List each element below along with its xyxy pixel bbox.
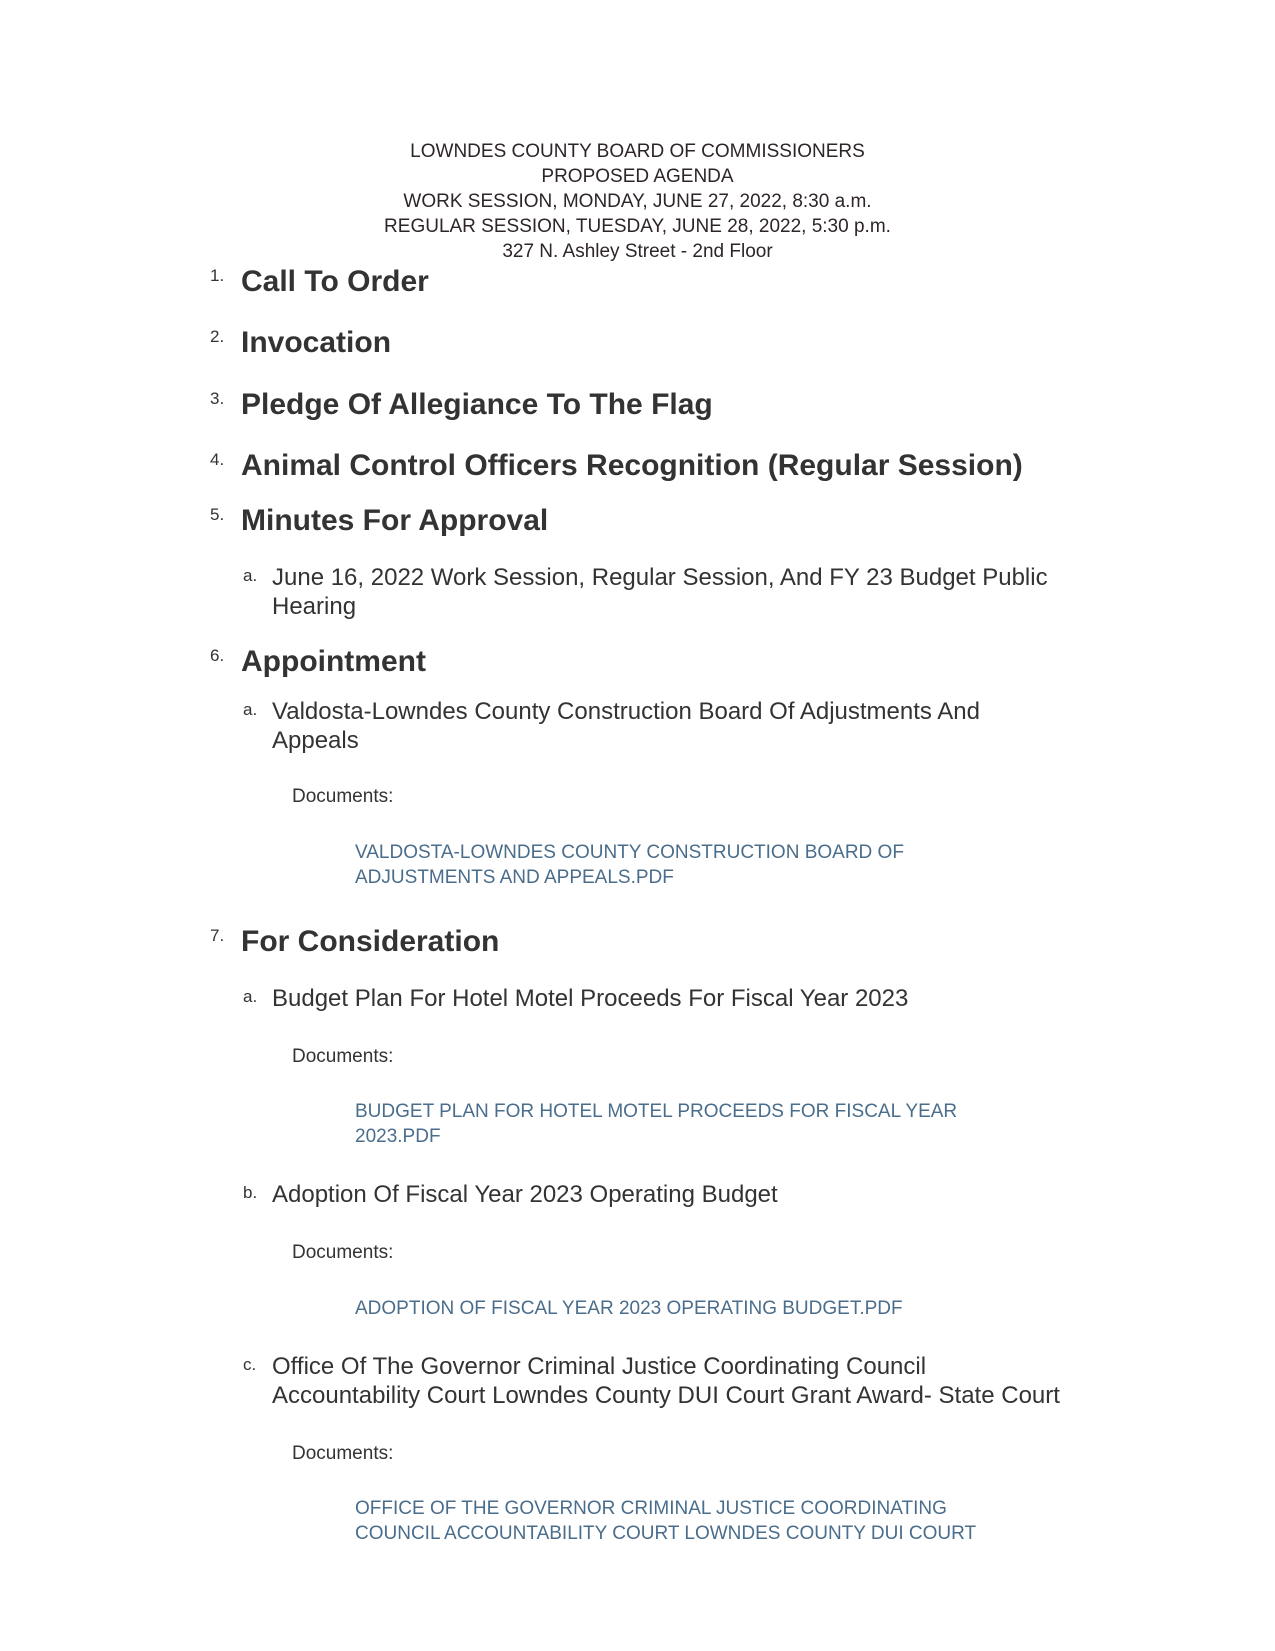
item-number: 7. bbox=[210, 926, 225, 945]
sub-item-letter: b. bbox=[243, 1183, 258, 1202]
document-link-line: BUDGET PLAN FOR HOTEL MOTEL PROCEEDS FOR FISCAL YEAR bbox=[355, 1101, 958, 1122]
sub-item-minutes-june16: June 16, 2022 Work Session, Regular Session, And FY 23 Budget Public bbox=[272, 564, 1048, 591]
header-address: 327 N. Ashley Street - 2nd Floor bbox=[502, 241, 773, 262]
sub-item-dui-court-grant-cont: Accountability Court Lowndes County DUI Court Grant Award- State Court bbox=[272, 1382, 1060, 1409]
item-title-appointment: Appointment bbox=[241, 645, 426, 678]
sub-item-letter: a. bbox=[243, 566, 258, 585]
item-number: 2. bbox=[210, 327, 225, 346]
document-link-line: ADJUSTMENTS AND APPEALS.PDF bbox=[355, 867, 674, 888]
document-link-construction-board[interactable] bbox=[355, 840, 904, 890]
item-title-call-to-order: Call To Order bbox=[241, 265, 429, 298]
sub-item-construction-board-cont: Appeals bbox=[272, 727, 359, 754]
document-link-operating-budget[interactable] bbox=[355, 1296, 903, 1321]
document-link-line: OFFICE OF THE GOVERNOR CRIMINAL JUSTICE COORDINATING bbox=[355, 1498, 947, 1519]
header-agenda-type: PROPOSED AGENDA bbox=[541, 166, 734, 187]
document-link-dui-court-grant[interactable] bbox=[355, 1496, 976, 1546]
sub-item-letter: a. bbox=[243, 700, 258, 719]
item-title-for-consideration: For Consideration bbox=[241, 925, 500, 958]
header-org-name: LOWNDES COUNTY BOARD OF COMMISSIONERS bbox=[410, 141, 865, 162]
item-title-minutes: Minutes For Approval bbox=[241, 504, 549, 537]
item-title-pledge: Pledge Of Allegiance To The Flag bbox=[241, 388, 713, 421]
item-title-invocation: Invocation bbox=[241, 326, 392, 359]
documents-label: Documents: bbox=[292, 1046, 394, 1067]
sub-item-hotel-motel: Budget Plan For Hotel Motel Proceeds For Fiscal Year 2023 bbox=[272, 985, 909, 1012]
document-link-line: 2023.PDF bbox=[355, 1126, 441, 1147]
sub-item-letter: c. bbox=[243, 1355, 257, 1374]
sub-item-construction-board: Valdosta-Lowndes County Construction Board Of Adjustments And bbox=[272, 698, 980, 725]
document-link-hotel-motel[interactable] bbox=[355, 1099, 957, 1149]
document-link-line: ADOPTION OF FISCAL YEAR 2023 OPERATING BUDGET.PDF bbox=[355, 1298, 903, 1319]
document-link-line: COUNCIL ACCOUNTABILITY COURT LOWNDES COUNTY DUI COURT bbox=[355, 1523, 977, 1544]
header-work-session: WORK SESSION, MONDAY, JUNE 27, 2022, 8:30 a.m. bbox=[403, 191, 872, 212]
sub-item-letter: a. bbox=[243, 987, 258, 1006]
header-regular-session: REGULAR SESSION, TUESDAY, JUNE 28, 2022, 5:30 p.m. bbox=[384, 216, 891, 237]
sub-item-minutes-june16-cont: Hearing bbox=[272, 593, 357, 620]
item-number: 5. bbox=[210, 505, 225, 524]
sub-item-operating-budget: Adoption Of Fiscal Year 2023 Operating Budget bbox=[272, 1181, 778, 1208]
documents-label: Documents: bbox=[292, 786, 394, 807]
item-number: 1. bbox=[210, 266, 225, 285]
item-number: 6. bbox=[210, 646, 225, 665]
documents-label: Documents: bbox=[292, 1443, 394, 1464]
documents-label: Documents: bbox=[292, 1242, 394, 1263]
item-number: 4. bbox=[210, 450, 225, 469]
item-title-animal-control: Animal Control Officers Recognition (Regular Session) bbox=[241, 449, 1023, 482]
document-link-line: VALDOSTA-LOWNDES COUNTY CONSTRUCTION BOARD OF bbox=[355, 842, 904, 863]
item-number: 3. bbox=[210, 389, 225, 408]
sub-item-dui-court-grant: Office Of The Governor Criminal Justice Coordinating Council bbox=[272, 1353, 927, 1380]
